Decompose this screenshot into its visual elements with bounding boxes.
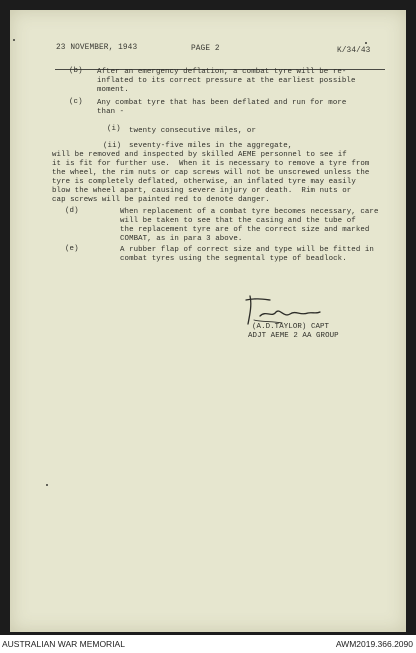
para-c-line: Any combat tyre that has been deflated and run for more — [97, 99, 347, 107]
para-d-line: When replacement of a combat tyre becomes necessary, care — [120, 208, 379, 216]
para-c-marker: (c) — [69, 98, 83, 106]
para-c-ii-marker: (ii) — [103, 142, 122, 150]
para-b-line: moment. — [97, 86, 129, 94]
document-date: 23 NOVEMBER, 1943 — [56, 44, 138, 52]
page-number: PAGE 2 — [191, 45, 220, 53]
punch-mark — [13, 39, 15, 41]
para-b-line: inflated to its correct pressure at the earliest possible — [97, 77, 356, 85]
para-c-continuation: blow the wheel apart, causing severe injury or death. Rim nuts or — [52, 187, 352, 195]
archive-footer — [0, 636, 416, 653]
para-d-marker: (d) — [65, 207, 79, 215]
para-c-continuation: tyre is completely deflated, otherwise, an inflated tyre may easily — [52, 178, 356, 186]
signatory-title: ADJT AEME 2 AA GROUP — [248, 332, 339, 340]
para-e-line: A rubber flap of correct size and type will be fitted in — [120, 246, 374, 254]
para-d-line: will be taken to see that the casing and the tube of — [120, 217, 356, 225]
para-c-i-marker: (i) — [107, 125, 121, 133]
para-d-line: the replacement tyre are of the correct size and marked — [120, 226, 370, 234]
para-c-continuation: the wheel, the rim nuts or cap screws will not be unscrewed unless the — [52, 169, 370, 177]
para-c-line: than - — [97, 108, 125, 116]
footer-accession-number: AWM2019.366.2090 — [335, 639, 413, 649]
para-d-line: COMBAT, as in para 3 above. — [120, 235, 243, 243]
para-c-i-text: twenty consecutive miles, or — [129, 127, 256, 135]
signatory-name: (A.D.TAYLOR) CAPT — [252, 323, 330, 331]
para-e-marker: (e) — [65, 245, 79, 253]
para-c-continuation: will be removed and inspected by skilled AEME personnel to see if — [52, 151, 347, 159]
para-c-continuation: it is fit for further use. When it is necessary to remove a tyre from — [52, 160, 370, 168]
para-e-line: combat tyres using the segmental type of beadlock. — [120, 255, 347, 263]
footer-institution: AUSTRALIAN WAR MEMORIAL — [2, 639, 125, 649]
document-reference: K/34/43 — [337, 47, 371, 55]
ink-mark — [365, 42, 367, 44]
para-b-marker: (b) — [69, 67, 83, 75]
para-c-ii-text: seventy-five miles in the aggregate, — [129, 142, 293, 150]
para-c-continuation: cap screws will be painted red to denote danger. — [52, 196, 270, 204]
ink-mark — [46, 484, 48, 486]
para-b-line: After an emergency deflation, a combat tyre will be re- — [97, 68, 347, 76]
